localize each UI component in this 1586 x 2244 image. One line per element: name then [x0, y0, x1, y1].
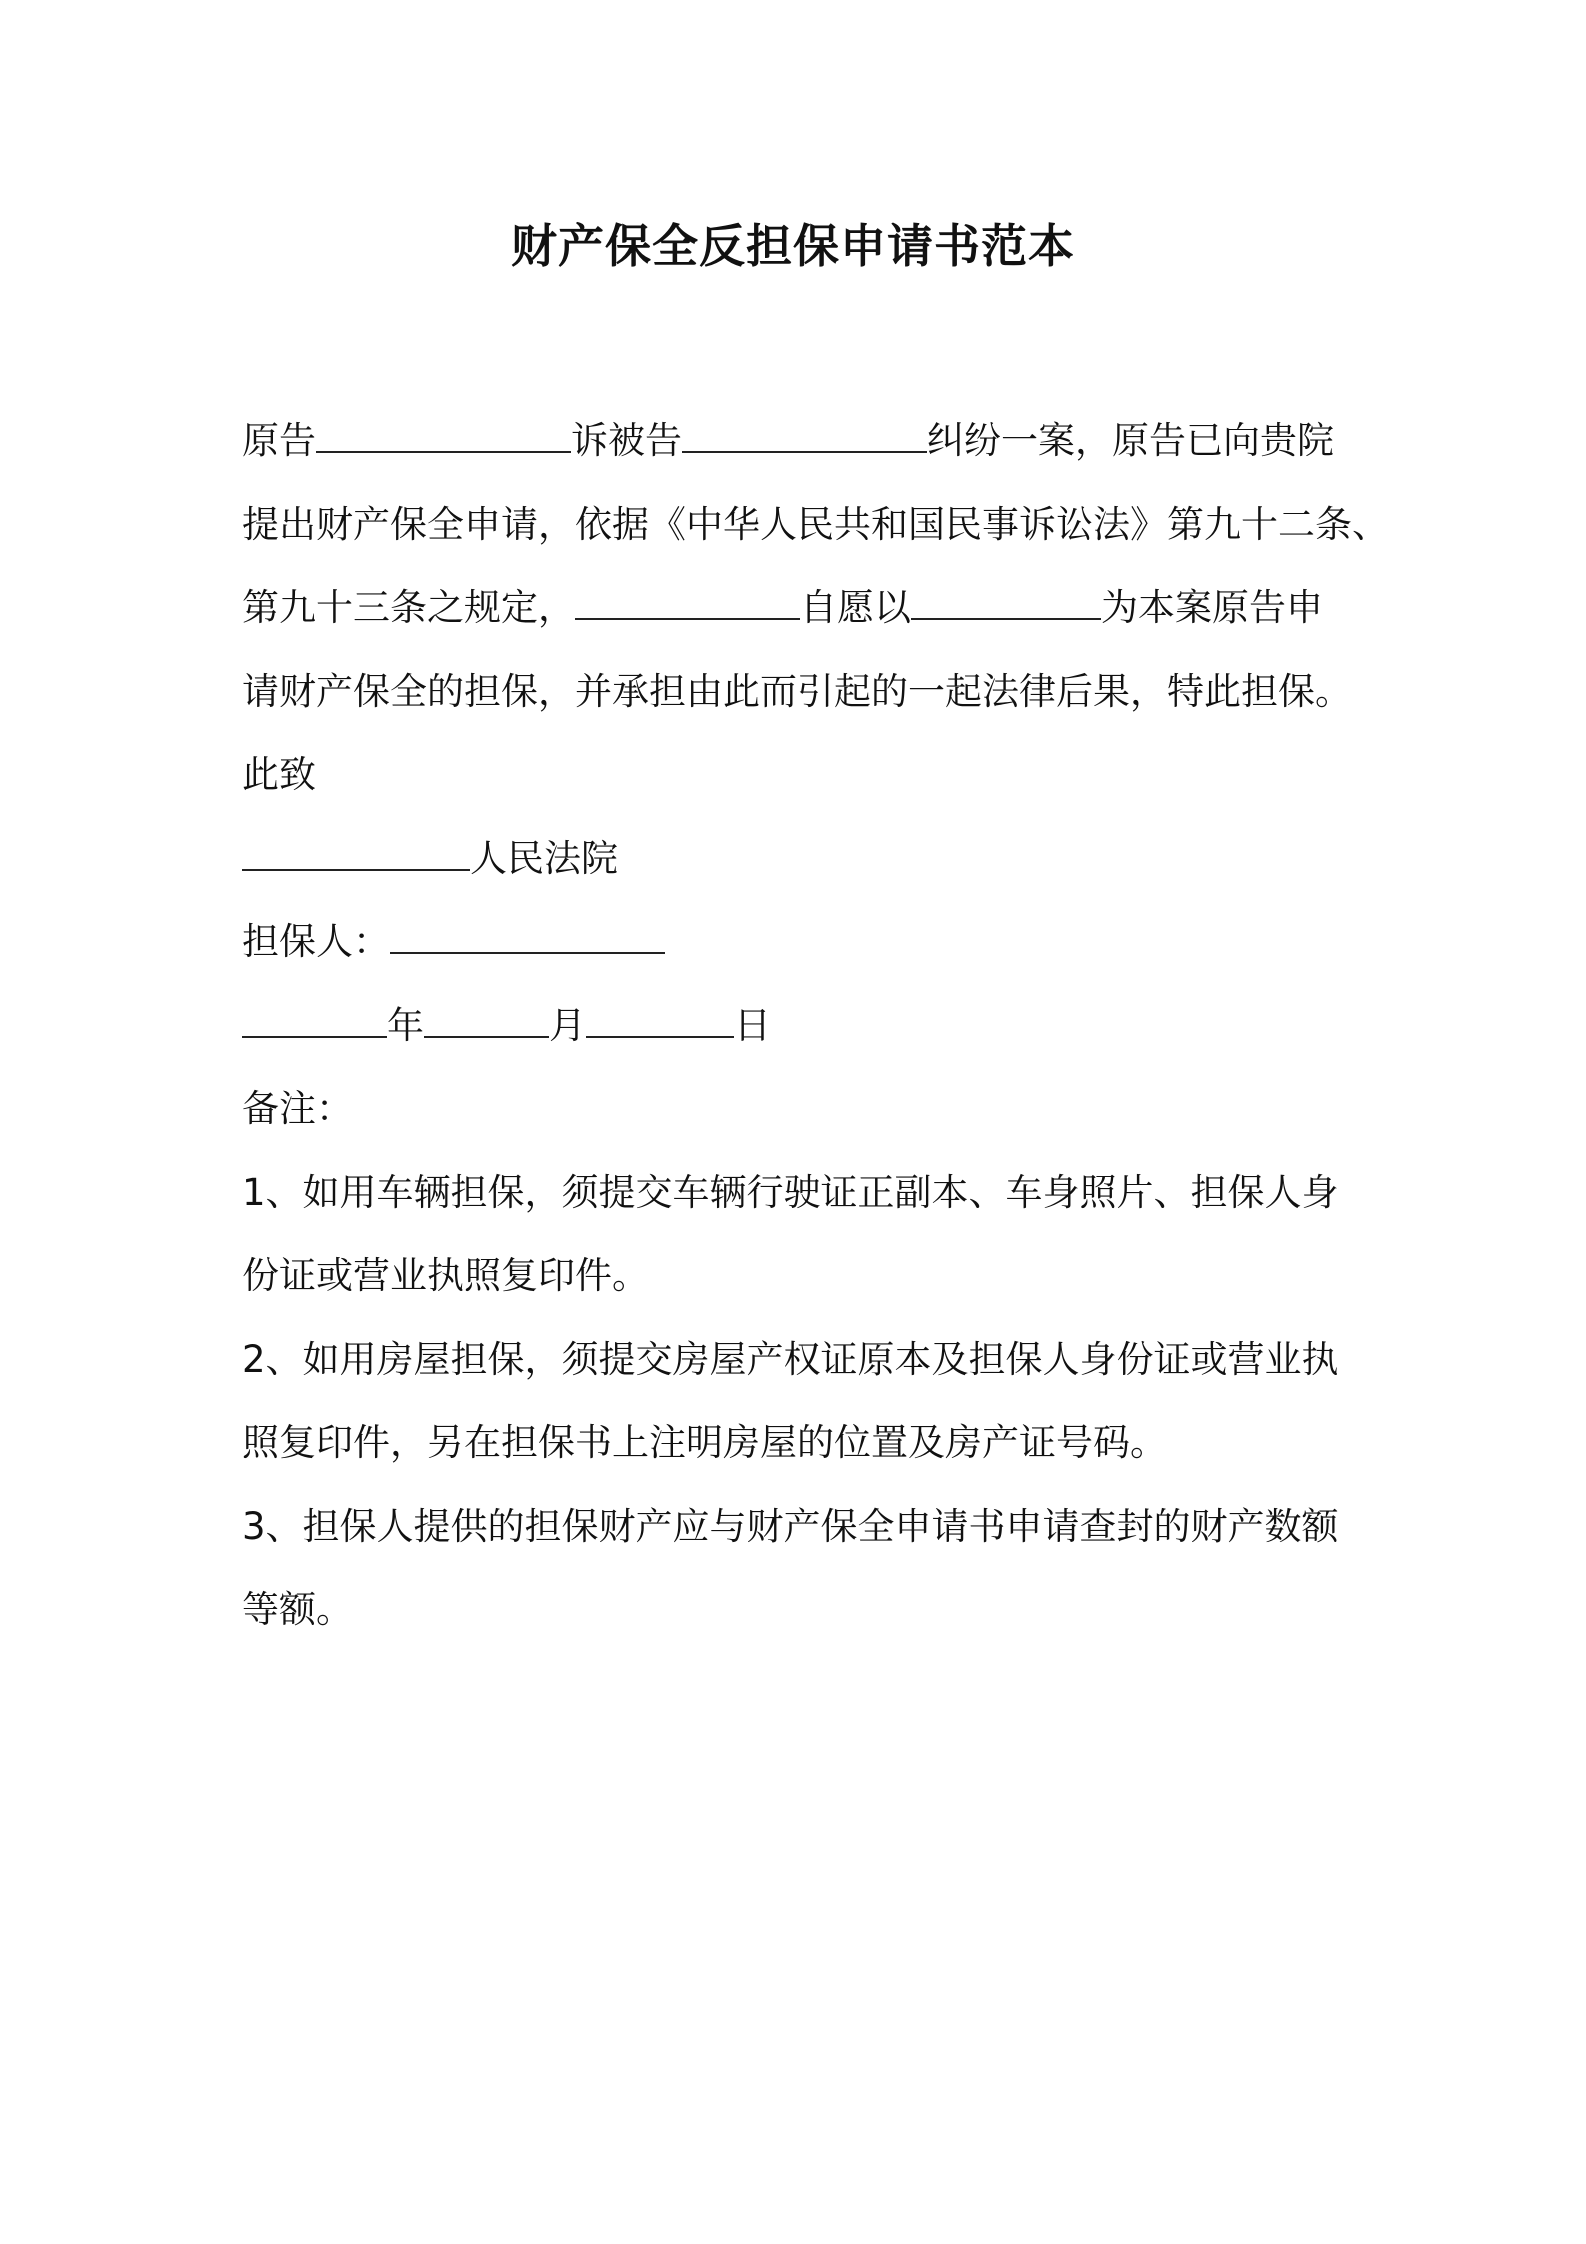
day-label: 日: [734, 1003, 771, 1047]
paragraph-line-1: [242, 399, 1352, 483]
guarantor-name-blank: [575, 588, 800, 620]
remarks-label: 备注：: [242, 1087, 353, 1130]
court-suffix: 人民法院: [470, 836, 618, 880]
month-label: 月: [549, 1003, 586, 1047]
court-blank: [242, 839, 470, 871]
note-line: 份证或营业执照复印件。: [242, 1254, 649, 1297]
month-blank: [424, 1006, 549, 1038]
guarantor-signature-blank: [390, 922, 665, 954]
paragraph-line-3: [242, 566, 1352, 650]
plaintiff-label: 原告: [242, 419, 316, 462]
note-line: 照复印件，另在担保书上注明房屋的位置及房产证号码。: [242, 1421, 1167, 1464]
date-line: [242, 984, 1352, 1068]
document-body: [242, 399, 1389, 1652]
year-blank: [242, 1006, 387, 1038]
property-blank: [911, 588, 1101, 620]
day-blank: [586, 1006, 734, 1038]
note-1: [242, 1151, 1352, 1318]
note-line: 2、如用房屋担保，须提交房屋产权证原本及担保人身份证或营业执: [242, 1337, 1339, 1381]
main-paragraph: [242, 399, 1389, 733]
paragraph-line-2: 提出财产保全申请，依据《中华人民共和国民事诉讼法》第九十二条、: [242, 502, 1389, 546]
document-title: 财产保全反担保申请书范本: [511, 219, 1075, 273]
court-line: [242, 817, 1352, 901]
articles-text: 第九十三条之规定，: [242, 586, 575, 629]
voluntary-text: 自愿以: [800, 586, 911, 629]
note-line: 等额。: [242, 1588, 353, 1631]
note-2: [242, 1318, 1352, 1485]
purpose-text: 为本案原告申: [1101, 586, 1323, 629]
guarantor-line: [242, 900, 1352, 984]
defendant-label: 诉被告: [571, 419, 682, 462]
year-label: 年: [387, 1003, 424, 1047]
defendant-blank: [682, 421, 927, 453]
dispute-text: 纠纷一案，原告已向贵院: [927, 419, 1334, 462]
note-3: [242, 1485, 1352, 1652]
salutation: 此致: [242, 753, 316, 796]
plaintiff-blank: [316, 421, 571, 453]
note-line: 3、担保人提供的担保财产应与财产保全申请书申请查封的财产数额: [242, 1504, 1339, 1548]
guarantor-label: 担保人：: [242, 920, 390, 963]
note-line: 1、如用车辆担保，须提交车辆行驶证正副本、车身照片、担保人身: [242, 1170, 1339, 1214]
paragraph-line-4: 请财产保全的担保，并承担由此而引起的一起法律后果，特此担保。: [242, 669, 1352, 713]
